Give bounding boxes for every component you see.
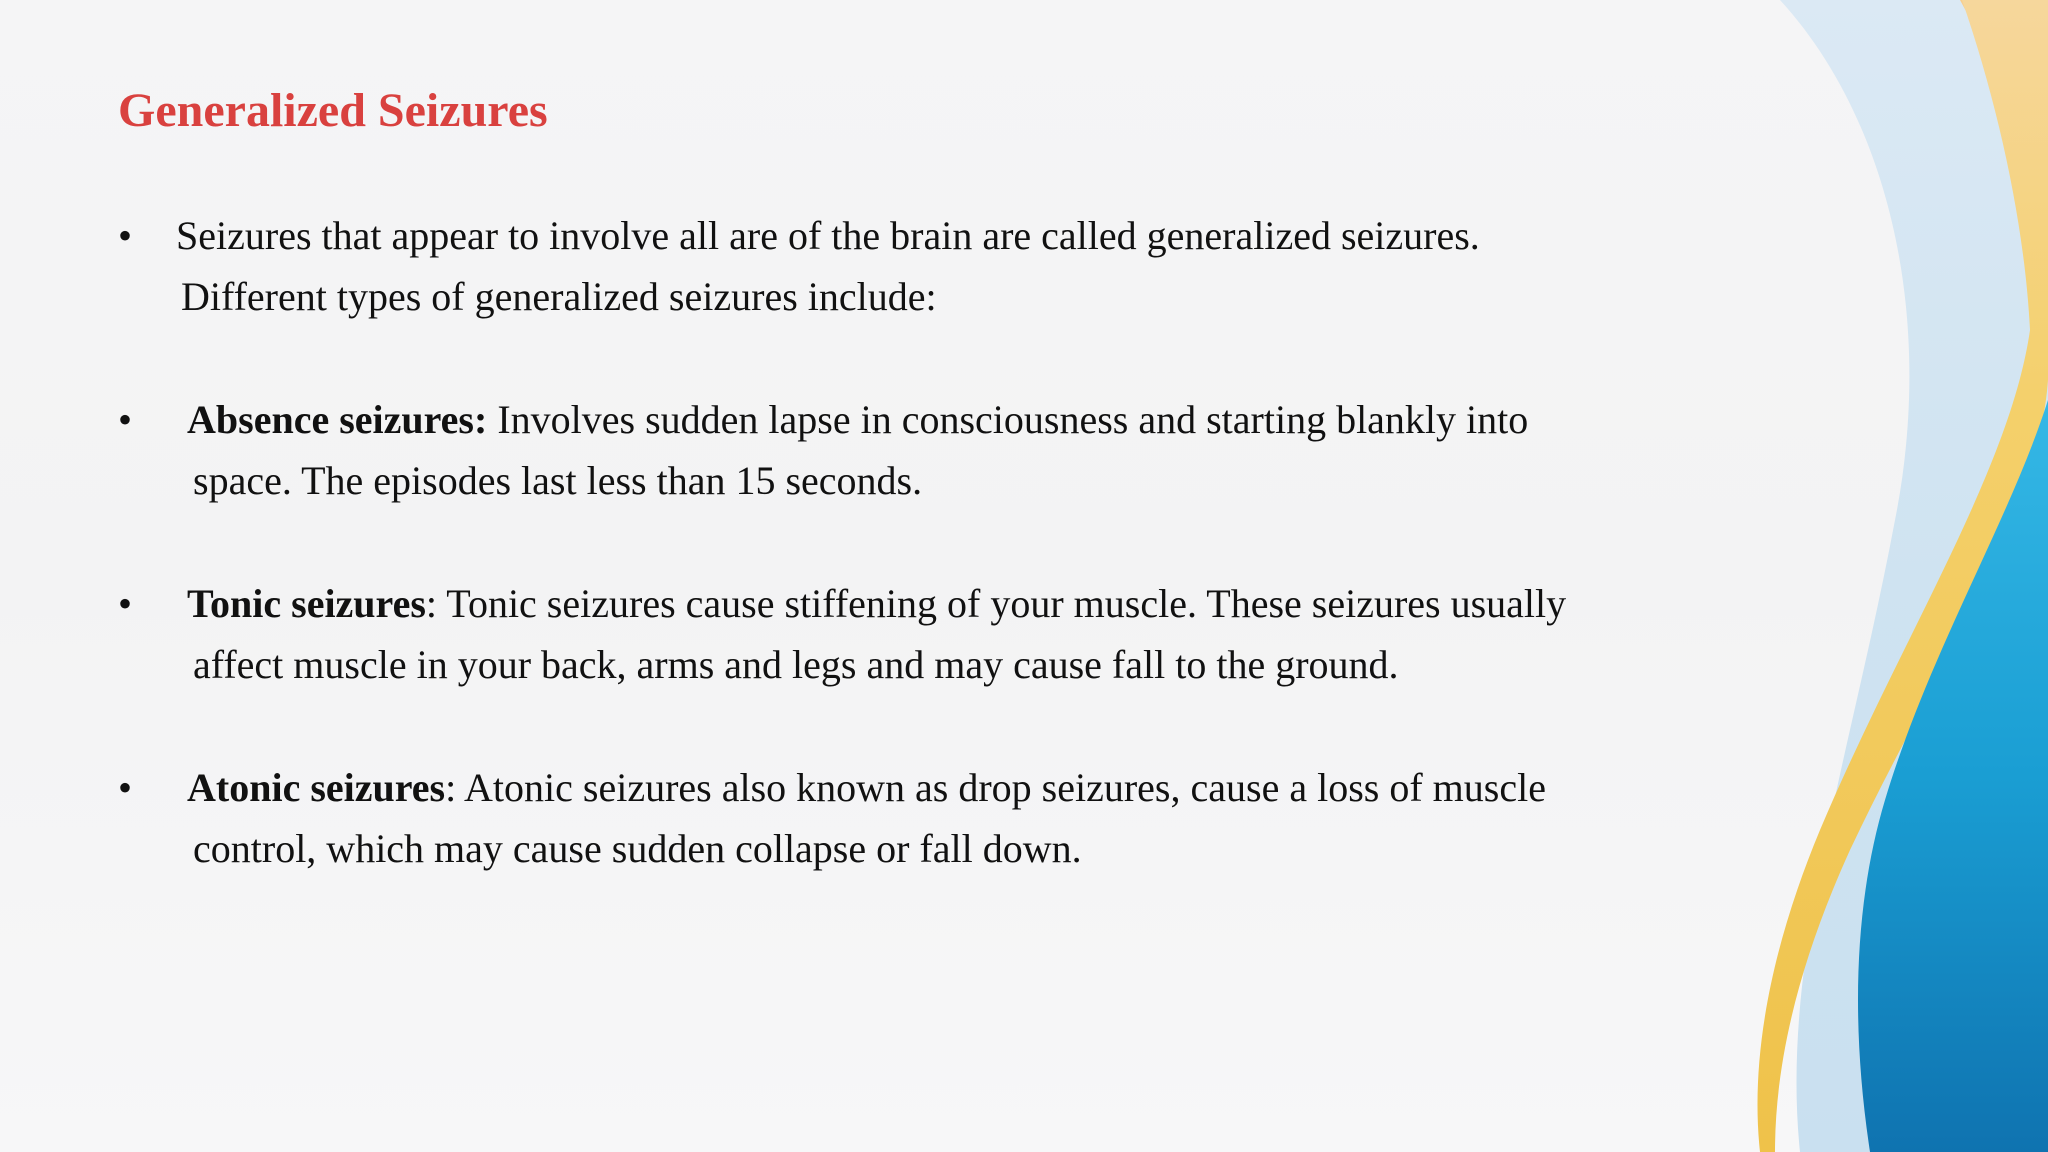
- bullet-marker: •: [118, 581, 133, 626]
- term-label: Atonic seizures: [187, 765, 446, 810]
- bullet-text-line: Seizures that appear to involve all are of the brain are called generalized seizures.: [176, 213, 1480, 258]
- bullet-marker: •: [118, 397, 133, 442]
- bullet-text-line: Different types of generalized seizures include:: [181, 274, 937, 319]
- bullet-text-line: control, which may cause sudden collapse or fall down.: [193, 826, 1082, 871]
- term-definition: : Tonic seizures cause stiffening of your muscle. These seizures usually: [425, 581, 1567, 626]
- bullet-first-line: [118, 573, 1678, 634]
- term-definition: : Atonic seizures also known as drop seizures, cause a loss of muscle: [445, 765, 1546, 810]
- list-item: [118, 389, 1678, 511]
- bullet-first-line: [118, 389, 1678, 450]
- term-definition: Involves sudden lapse in consciousness and starting blankly into: [487, 397, 1529, 442]
- list-item: [118, 757, 1678, 879]
- term-label: Tonic seizures: [187, 581, 426, 626]
- bullet-text-line: affect muscle in your back, arms and legs and may cause fall to the ground.: [193, 642, 1399, 687]
- bullet-first-line: [118, 757, 1678, 818]
- slide-title: Generalized Seizures: [118, 84, 548, 137]
- bullet-marker: •: [118, 765, 133, 810]
- list-item: [118, 205, 1678, 327]
- list-item: [118, 573, 1678, 695]
- bullet-list: [118, 205, 1678, 941]
- bullet-marker: •: [118, 213, 133, 258]
- bullet-text-line: space. The episodes last less than 15 seconds.: [193, 458, 923, 503]
- term-label: Absence seizures:: [187, 397, 488, 442]
